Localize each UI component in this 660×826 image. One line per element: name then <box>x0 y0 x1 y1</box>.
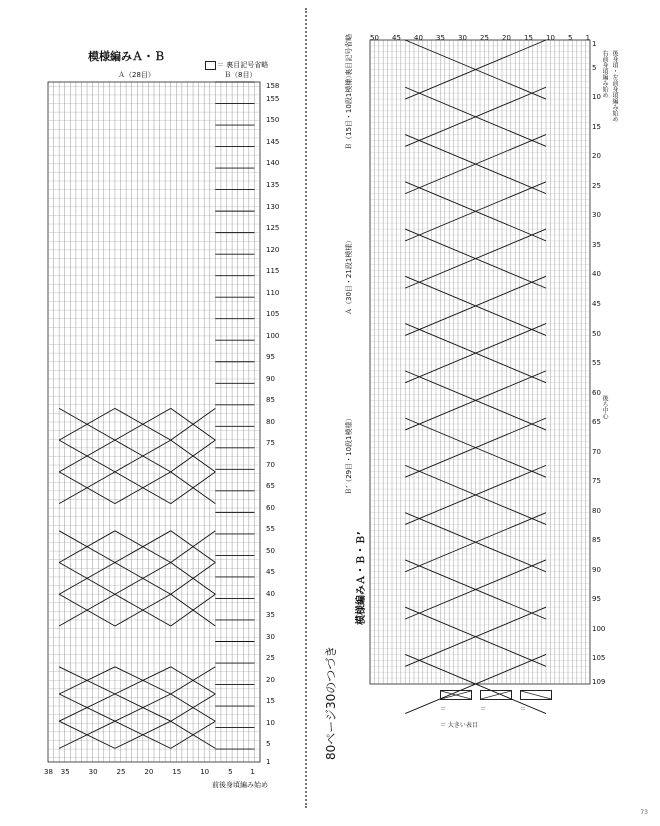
left-row-number: 50 <box>266 546 275 555</box>
left-row-number: 158 <box>266 82 280 90</box>
left-row-number: 20 <box>266 675 275 684</box>
right-side-number: 80 <box>592 506 601 515</box>
right-side-number: 5 <box>592 63 597 72</box>
left-row-number: 105 <box>266 310 280 319</box>
center-back-label: 後ろ中心 <box>601 395 608 419</box>
symbol-text-2: ＝ <box>480 706 487 713</box>
left-row-number: 60 <box>266 503 275 512</box>
left-group-b-label: Ｂ（8目） <box>224 71 257 79</box>
right-side-number: 75 <box>592 477 601 486</box>
left-row-number: 5 <box>266 740 271 749</box>
right-side-number: 35 <box>592 240 601 249</box>
right-start-note-2: 後身頃・左前身頃編み始め <box>611 50 618 122</box>
right-knitting-chart <box>370 40 590 684</box>
right-side-number: 65 <box>592 418 601 427</box>
page-number: 73 <box>640 809 648 816</box>
left-start-note: 前後身頃編み始め <box>212 781 268 789</box>
left-col-number: 10 <box>200 768 210 776</box>
right-side-number: 20 <box>592 152 601 161</box>
right-top-number: 35 <box>436 34 445 42</box>
cable-symbol-1 <box>440 690 472 700</box>
left-row-number: 90 <box>266 374 275 383</box>
right-group-b2-label: Ｂ’（29目・10段1模様） <box>345 414 353 495</box>
right-side-number: 10 <box>592 93 601 102</box>
left-col-numbers <box>44 768 274 780</box>
left-row-number: 10 <box>266 718 275 727</box>
right-side-number: 109 <box>592 678 606 687</box>
right-chart-grid <box>370 40 590 684</box>
left-row-number: 80 <box>266 417 275 426</box>
right-side-number: 55 <box>592 359 601 368</box>
right-top-number: 1 <box>585 34 591 42</box>
right-side-number: 105 <box>592 654 606 663</box>
left-col-number: 30 <box>88 768 98 776</box>
right-top-number: 10 <box>546 34 555 42</box>
right-legend: ＝ 裏目記号省略 <box>345 33 353 85</box>
left-row-number: 30 <box>266 632 275 641</box>
right-top-number: 5 <box>568 34 573 42</box>
left-row-number: 150 <box>266 116 280 125</box>
left-row-number: 1 <box>266 757 271 766</box>
left-row-number: 40 <box>266 589 275 598</box>
page-divider <box>305 8 307 808</box>
left-row-number: 85 <box>266 396 275 405</box>
right-top-number: 20 <box>502 34 511 42</box>
cable-symbol-2 <box>480 690 512 700</box>
left-col-number: 35 <box>60 768 70 776</box>
left-row-number: 55 <box>266 525 275 534</box>
left-col-number: 1 <box>250 768 255 776</box>
right-side-numbers <box>592 40 606 690</box>
left-row-number: 110 <box>266 288 280 297</box>
left-row-number: 145 <box>266 137 280 146</box>
right-top-number: 40 <box>414 34 423 42</box>
left-legend-text: ＝ 裏目記号省略 <box>217 61 269 69</box>
left-row-number: 140 <box>266 159 280 168</box>
right-side-number: 85 <box>592 536 601 545</box>
left-row-number: 100 <box>266 331 280 340</box>
left-row-number: 70 <box>266 460 275 469</box>
left-chart-title: 模様編みＡ・Ｂ <box>88 50 165 63</box>
right-chart-title: 模様編みＡ・Ｂ・Ｂ’ <box>356 531 367 625</box>
left-row-numbers <box>266 80 286 770</box>
left-row-number: 125 <box>266 224 280 233</box>
symbol-legend <box>420 690 560 750</box>
right-side-number: 40 <box>592 270 601 279</box>
right-side-number: 15 <box>592 122 601 131</box>
left-row-number: 25 <box>266 654 275 663</box>
left-row-number: 115 <box>266 267 280 276</box>
left-row-number: 75 <box>266 439 275 448</box>
right-top-number: 25 <box>480 34 489 42</box>
right-side-number: 90 <box>592 565 601 574</box>
right-side-number: 45 <box>592 299 601 308</box>
right-side-number: 50 <box>592 329 601 338</box>
left-row-number: 120 <box>266 245 280 254</box>
right-side-number: 60 <box>592 388 601 397</box>
right-top-number: 15 <box>524 34 533 42</box>
right-side-number: 70 <box>592 447 601 456</box>
left-col-number: 38 <box>44 768 53 776</box>
right-start-note-1: 右前身頃編み始め <box>601 50 608 98</box>
left-row-number: 155 <box>266 94 280 103</box>
left-row-number: 15 <box>266 697 275 706</box>
right-side-number: 1 <box>592 40 597 48</box>
left-row-number: 45 <box>266 568 275 577</box>
right-top-number: 50 <box>370 34 379 42</box>
right-group-a-label: Ａ（30目・21段1模様） <box>345 236 353 315</box>
left-row-number: 65 <box>266 482 275 491</box>
right-side-number: 95 <box>592 595 601 604</box>
right-top-number: 30 <box>458 34 467 42</box>
right-top-number: 45 <box>392 34 401 42</box>
left-row-number: 95 <box>266 353 275 362</box>
left-row-number: 135 <box>266 180 280 189</box>
left-knitting-chart <box>48 82 260 762</box>
left-col-number: 5 <box>228 768 233 776</box>
symbol-text-4: ＝ 大きい表目 <box>440 722 478 729</box>
cable-symbol-3 <box>520 690 552 700</box>
right-top-numbers <box>370 34 600 46</box>
left-chart-grid <box>48 82 260 762</box>
purl-symbol-icon <box>205 61 216 70</box>
right-side-number: 30 <box>592 211 601 220</box>
symbol-text-1: ＝ <box>440 706 447 713</box>
left-col-number: 15 <box>172 768 182 776</box>
left-row-number: 35 <box>266 611 275 620</box>
right-side-number: 100 <box>592 624 606 633</box>
left-col-number: 25 <box>116 768 126 776</box>
left-legend <box>204 60 268 70</box>
symbol-text-3: ＝ <box>520 706 527 713</box>
continued-note: 80ページ30のつづき <box>324 645 338 760</box>
right-side-number: 25 <box>592 181 601 190</box>
left-row-number: 130 <box>266 202 280 211</box>
left-col-number: 20 <box>144 768 154 776</box>
left-group-a-label: Ａ（28目） <box>118 71 155 79</box>
right-group-b-label: Ｂ（15目・10段1模様） <box>345 71 353 150</box>
